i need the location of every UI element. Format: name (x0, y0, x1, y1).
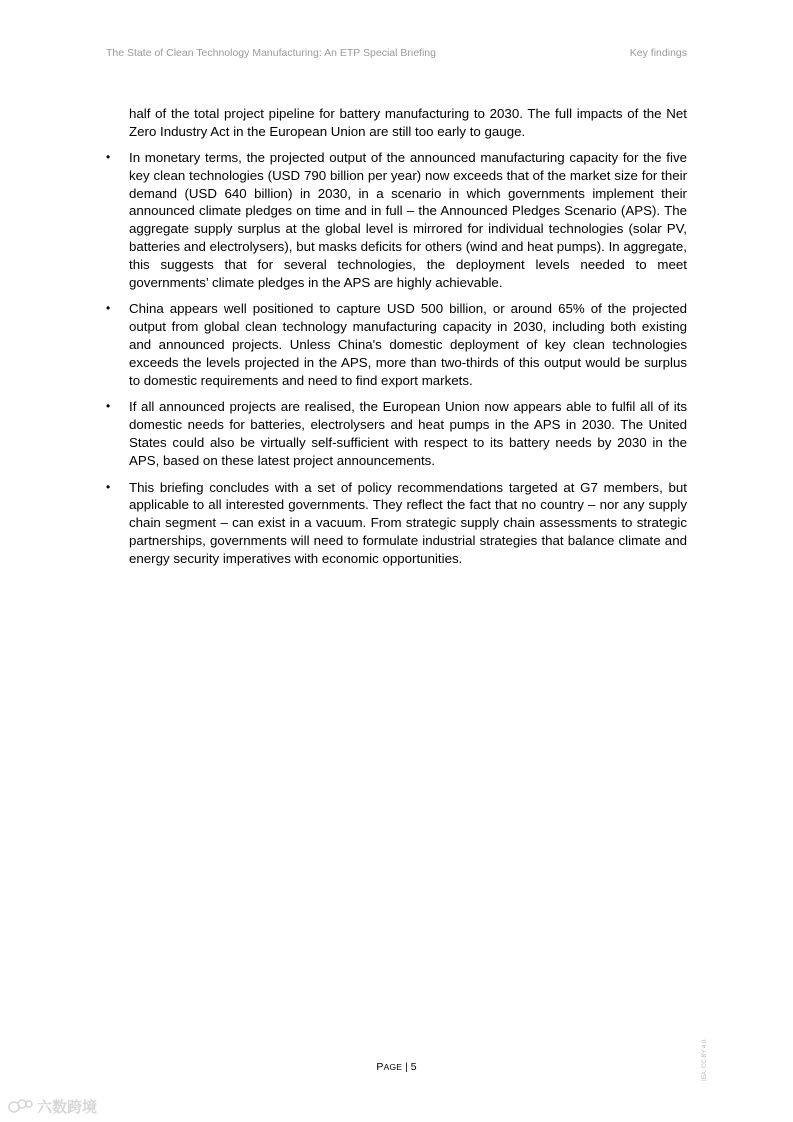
list-item (106, 479, 687, 568)
list-item (106, 149, 687, 291)
bullet-icon: • (106, 150, 111, 165)
bullet-icon: • (106, 301, 111, 316)
list-item (106, 300, 687, 389)
page-footer (0, 1061, 793, 1073)
page-number: 5 (410, 1061, 417, 1073)
bullet-icon: • (106, 399, 111, 414)
list-item (106, 398, 687, 469)
list-item-text: This briefing concludes with a set of policy recommendations targeted at G7 members, but applicable to all interested governments. They reflect the fact that no country – nor any supply chain segment – can exist in a vacuum. From strategic supply chain assessments to strategic partnerships, governments will need to formulate industrial strategies that balance climate and energy security imperatives with economic opportunities. (129, 479, 687, 566)
watermark (7, 1095, 107, 1117)
watermark-text: 六数跨境 (37, 1098, 98, 1116)
continuation-paragraph: half of the total project pipeline for battery manufacturing to 2030. The full impacts of the Net Zero Industry Act in the European Union are still too early to gauge. (129, 106, 687, 139)
license-note (700, 1033, 714, 1083)
list-item-text: If all announced projects are realised, the European Union now appears able to fulfil all of its domestic needs for batteries, electrolysers and heat pumps in the APS in 2030. The United States could also be virtually self-sufficient with respect to its battery needs by 2030 in the APS, based on these latest project announcements. (129, 399, 687, 468)
document-title: The State of Clean Technology Manufacturing: An ETP Special Briefing (106, 47, 436, 59)
watermark-logo-icon (7, 1095, 107, 1117)
section-name: Key findings (629, 47, 687, 59)
bullet-icon: • (106, 479, 111, 494)
key-findings-list (106, 149, 687, 568)
license-text: IEA. CC BY 4.0. (702, 1038, 708, 1081)
list-item-text: In monetary terms, the projected output of the announced manufacturing capacity for the five key clean technologies (USD 790 billion per year) now exceeds that of the market size for their demand (USD 640 billion) in 2030, in a scenario in which governments implement their announced climate pledges on time and in full – the Announced Pledges Scenario (APS). The aggregate supply surplus at the global level is mirrored for individual technologies (solar PV, batteries and electrolysers), but masks deficits for others (wind and heat pumps). In aggregate, this suggests that for several technologies, the deployment levels needed to meet governments’ climate pledges in the APS are highly achievable. (129, 150, 687, 290)
page-label: PAGE (376, 1061, 403, 1073)
body-text (106, 105, 687, 577)
list-item-text: China appears well positioned to capture USD 500 billion, or around 65% of the projected output from global clean technology manufacturing capacity in 2030, including both existing and announced projects. Unless China's domestic deployment of key clean technologies exceeds the levels projected in the APS, more than two-thirds of this output would be surplus to domestic requirements and need to find export markets. (129, 301, 687, 388)
page-separator: | (402, 1061, 411, 1073)
